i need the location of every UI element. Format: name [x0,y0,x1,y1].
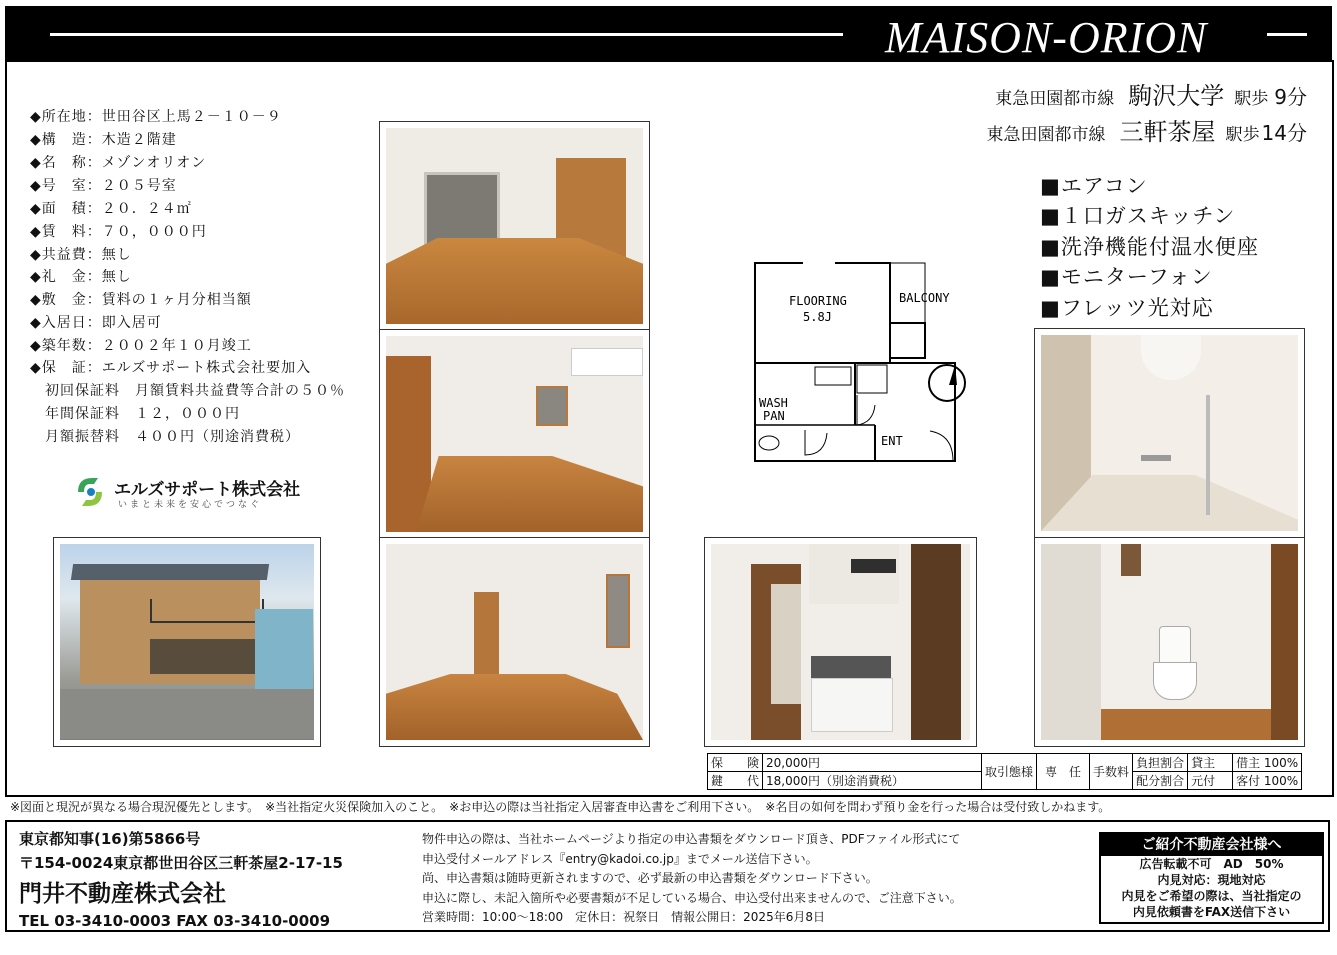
info-room: ◆号 室：２０５号室 [30,178,177,194]
procedure-block [422,830,962,928]
info-guarantee: ◆保 証：エルズサポート株式会社要加入 [30,360,312,376]
title-bar [5,6,1332,62]
procedure-line-4: 申込に際し、未記入箇所や必要書類が不足している場合、申込受付出来ませんので、ご注意下さい。 [422,890,962,905]
fee-burden-value: 借主 100% [1233,754,1302,772]
station-1-name: 駒沢大学 [1128,82,1225,110]
station-1-line: 東急田園都市線 [995,89,1115,109]
station-1-minutes: 9分 [1274,85,1307,109]
station-2 [987,112,1307,147]
info-rent: ◆賃 料：７０，０００円 [30,224,207,240]
property-title: MAISON-ORION [885,13,1208,62]
info-area: ◆面 積：２０．２４㎡ [30,201,192,217]
floorplan-wash: WASH [759,396,788,410]
photo-toilet [1034,537,1305,747]
guarantor-logo-icon [70,472,110,512]
fees-table [707,753,1302,790]
info-annual-guarantee: 年間保証料 １２，０００円 [30,406,240,422]
station-1-walk: 駅歩 [1234,89,1269,109]
photo-bath [1034,328,1305,538]
info-built: ◆築年数：２００２年１０月竣工 [30,338,252,354]
agency-company: 門井不動産株式会社 [19,881,226,907]
floorplan-pan: PAN [763,409,785,423]
guarantor-logo-tagline: いまと未来を安心でつなぐ [118,500,263,510]
photo-room-window [379,121,650,331]
feature-monitor-phone: ■モニターフォン [1040,265,1213,289]
station-2-name: 三軒茶屋 [1119,118,1216,146]
referral-ad: 広告転載不可 AD 50% [1139,857,1284,871]
fee-split-label: 配分割合 [1133,772,1188,790]
info-address: ◆所在地：世田谷区上馬２－１０－９ [30,109,282,125]
floorplan-balcony: BALCONY [899,291,950,305]
floorplan-room-size: 5.8J [803,310,832,324]
feature-washlet: ■洗浄機能付温水便座 [1040,235,1259,259]
title-rule-right [1267,33,1307,36]
guarantor-logo [70,472,310,512]
photo-room-door [379,329,650,539]
floorplan-room-label: FLOORING [789,294,847,308]
station-2-line: 東急田園都市線 [986,125,1106,145]
info-deposit: ◆敷 金：賃料の１ヶ月分相当額 [30,292,252,308]
info-initial-guarantee: 初回保証料 月額賃料共益費等合計の５０％ [30,383,345,399]
agency-phone: TEL 03-3410-0003 FAX 03-3410-0009 [19,912,331,930]
feature-gas-kitchen: ■１口ガスキッチン [1040,204,1236,228]
station-2-minutes: 14分 [1261,121,1307,145]
fee-split-value: 客付 100% [1233,772,1302,790]
title-rule-left [50,33,843,36]
fee-transaction-label: 取引態様 [982,754,1037,790]
info-move-in: ◆入居日：即入居可 [30,315,162,331]
floor-plan [745,255,985,470]
referral-request: 内見をご希望の際は、当社指定の [1121,889,1302,903]
feature-flets: ■フレッツ光対応 [1040,296,1214,320]
agency-block [19,828,343,930]
notice-text: ※図面と現況が異なる場合現況優先とします。 ※当社指定火災保険加入のこと。 ※お申込の際は当社指定入居審査申込書をご利用下さい。 ※名目の如何を問わず預り金を行った場合は受付致しかねます。 [10,800,1111,814]
footer [5,820,1330,932]
station-2-walk: 駅歩 [1225,125,1260,145]
info-key-money: ◆礼 金：無し [30,269,132,285]
fee-burden-label: 負担割合 [1133,754,1188,772]
fee-burden-role: 貸主 [1188,754,1233,772]
floorplan-entrance: ENT [881,434,903,448]
station-1 [995,76,1307,111]
fee-key-value: 18,000円（別途消費税） [763,772,982,790]
photo-exterior [53,537,321,747]
info-monthly-transfer: 月額振替料 ４００円（別途消費税） [30,429,300,445]
agency-address: 〒154-0024東京都世田谷区三軒茶屋2-17-15 [19,854,343,872]
procedure-line-2: 申込受付メールアドレス『entry@kadoi.co.jp』までメール送信下さい。 [422,851,818,866]
compass-icon [929,365,965,405]
fee-commission-label: 手数料 [1090,754,1133,790]
agency-license: 東京都知事(16)第5866号 [19,830,201,848]
info-structure: ◆構 造：木造２階建 [30,132,177,148]
procedure-line-5: 営業時間：10:00～18:00 定休日：祝祭日 情報公開日：2025年6月8日 [422,910,825,924]
photo-kitchen [704,537,977,747]
fee-insurance-value: 20,000円 [763,754,982,772]
fee-split-role: 元付 [1188,772,1233,790]
guarantor-logo-name: エルズサポート株式会社 [114,480,301,500]
feature-aircon: ■エアコン [1040,174,1148,198]
photo-room-closet [379,537,650,747]
referral-heading: ご紹介不動産会社様へ [1101,834,1322,856]
referral-viewing: 内見対応：現地対応 [1157,873,1266,887]
referral-box [1099,832,1324,924]
info-common-fee: ◆共益費：無し [30,247,132,263]
fee-transaction-value: 専 任 [1037,754,1090,790]
info-name: ◆名 称：メゾンオリオン [30,155,207,171]
procedure-line-1: 物件申込の際は、当社ホームページより指定の申込書類をダウンロード頂き、PDFファイル形式にて [422,832,961,846]
procedure-line-3: 尚、申込書類は随時更新されますので、必ず最新の申込書類をダウンロード下さい。 [422,871,878,885]
fee-insurance-label: 保 険 [708,754,763,772]
referral-fax: 内見依頼書をFAX送信下さい [1132,905,1291,919]
fee-key-label: 鍵 代 [708,772,763,790]
